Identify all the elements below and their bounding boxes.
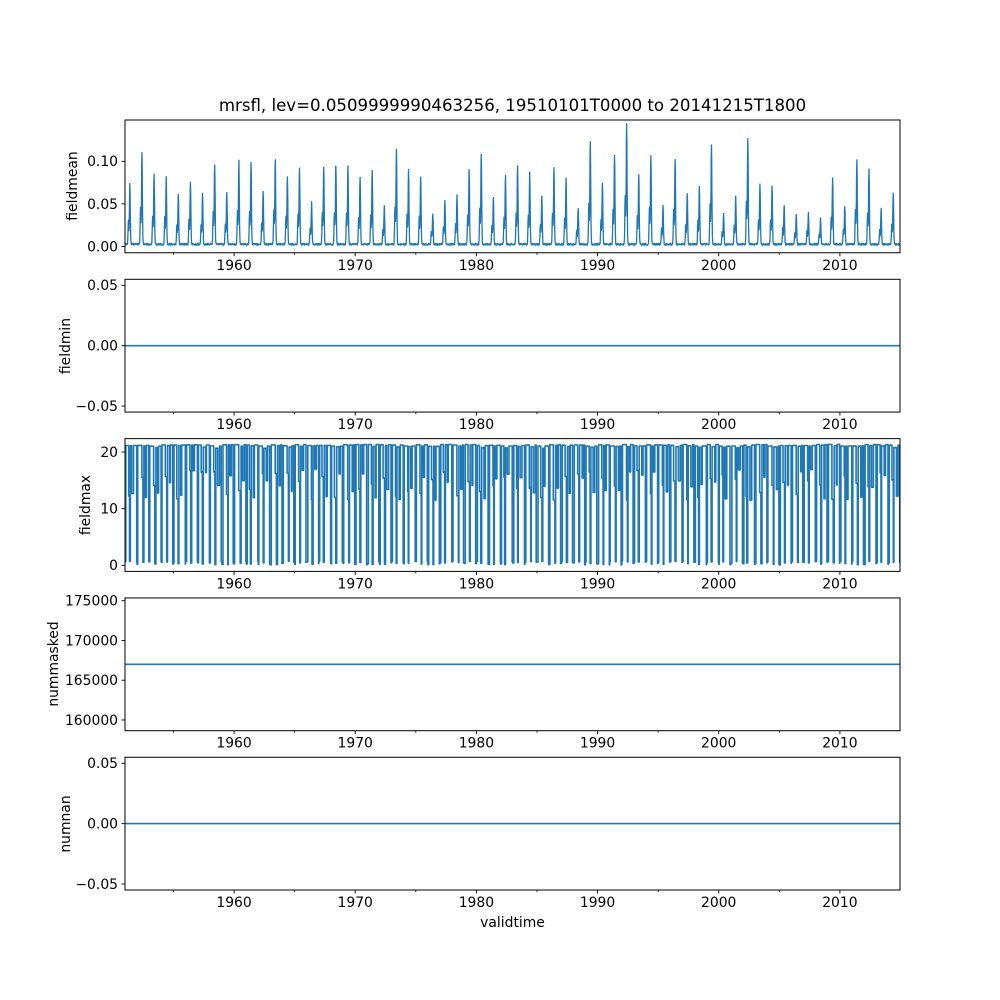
x-tick-label: 2010	[822, 576, 858, 593]
x-tick-label: 2010	[822, 735, 858, 752]
x-tick-label: 1970	[337, 735, 373, 752]
x-tick-label: 1970	[337, 417, 373, 434]
y-tick-label: 0.10	[87, 154, 118, 171]
y-tick-label: 10	[100, 501, 118, 518]
x-axis-label: validtime	[480, 915, 545, 931]
y-tick-label: 0.00	[87, 816, 118, 833]
x-tick-label: 1990	[579, 895, 616, 912]
y-tick-label: 170000	[64, 633, 118, 650]
x-tick-label: 1980	[458, 895, 495, 912]
series-fieldmean	[125, 124, 900, 246]
y-tick-label: 0.05	[87, 196, 118, 213]
figure-title: mrsfl, lev=0.0509999990463256, 19510101T0000 to 20141215T1800	[218, 96, 807, 115]
x-tick-label: 1990	[579, 417, 616, 434]
y-axis-label-numnan: numnan	[58, 795, 74, 853]
y-tick-label: 0.00	[87, 239, 118, 256]
x-tick-label: 1980	[458, 257, 495, 274]
x-tick-label: 2000	[701, 257, 737, 274]
x-tick-label: 1990	[579, 257, 616, 274]
x-tick-label: 1980	[458, 417, 495, 434]
y-tick-label: 165000	[64, 673, 118, 690]
x-tick-label: 2010	[822, 257, 858, 274]
x-tick-label: 1990	[579, 576, 616, 593]
y-tick-label: 160000	[64, 712, 118, 729]
x-tick-label: 2000	[701, 895, 737, 912]
y-tick-label: −0.05	[75, 398, 118, 415]
x-tick-label: 1970	[337, 257, 373, 274]
y-tick-label: 20	[100, 444, 118, 461]
x-tick-label: 2000	[701, 576, 737, 593]
x-tick-label: 2010	[822, 417, 858, 434]
y-axis-label-fieldmean: fieldmean	[65, 151, 81, 221]
x-tick-label: 1960	[216, 895, 252, 912]
y-tick-label: 0	[109, 558, 118, 575]
y-axis-label-fieldmin: fieldmin	[58, 317, 74, 375]
x-tick-label: 1970	[337, 576, 373, 593]
x-tick-label: 1960	[216, 576, 252, 593]
y-axis-label-fieldmax: fieldmax	[78, 474, 94, 536]
x-tick-label: 1960	[216, 417, 252, 434]
x-tick-label: 1980	[458, 576, 495, 593]
x-tick-label: 1960	[216, 257, 252, 274]
x-tick-label: 1960	[216, 735, 252, 752]
y-tick-label: 0.05	[87, 756, 118, 773]
y-tick-label: −0.05	[75, 876, 118, 893]
y-axis-label-nummasked: nummasked	[46, 621, 62, 707]
y-tick-label: 0.00	[87, 338, 118, 355]
x-tick-label: 2010	[822, 895, 858, 912]
x-tick-label: 1980	[458, 735, 495, 752]
y-tick-label: 175000	[64, 593, 118, 610]
x-tick-label: 1970	[337, 895, 373, 912]
x-tick-label: 2000	[701, 735, 737, 752]
series-fieldmax	[125, 444, 900, 564]
x-tick-label: 1990	[579, 735, 616, 752]
y-tick-label: 0.05	[87, 278, 118, 295]
x-tick-label: 2000	[701, 417, 737, 434]
